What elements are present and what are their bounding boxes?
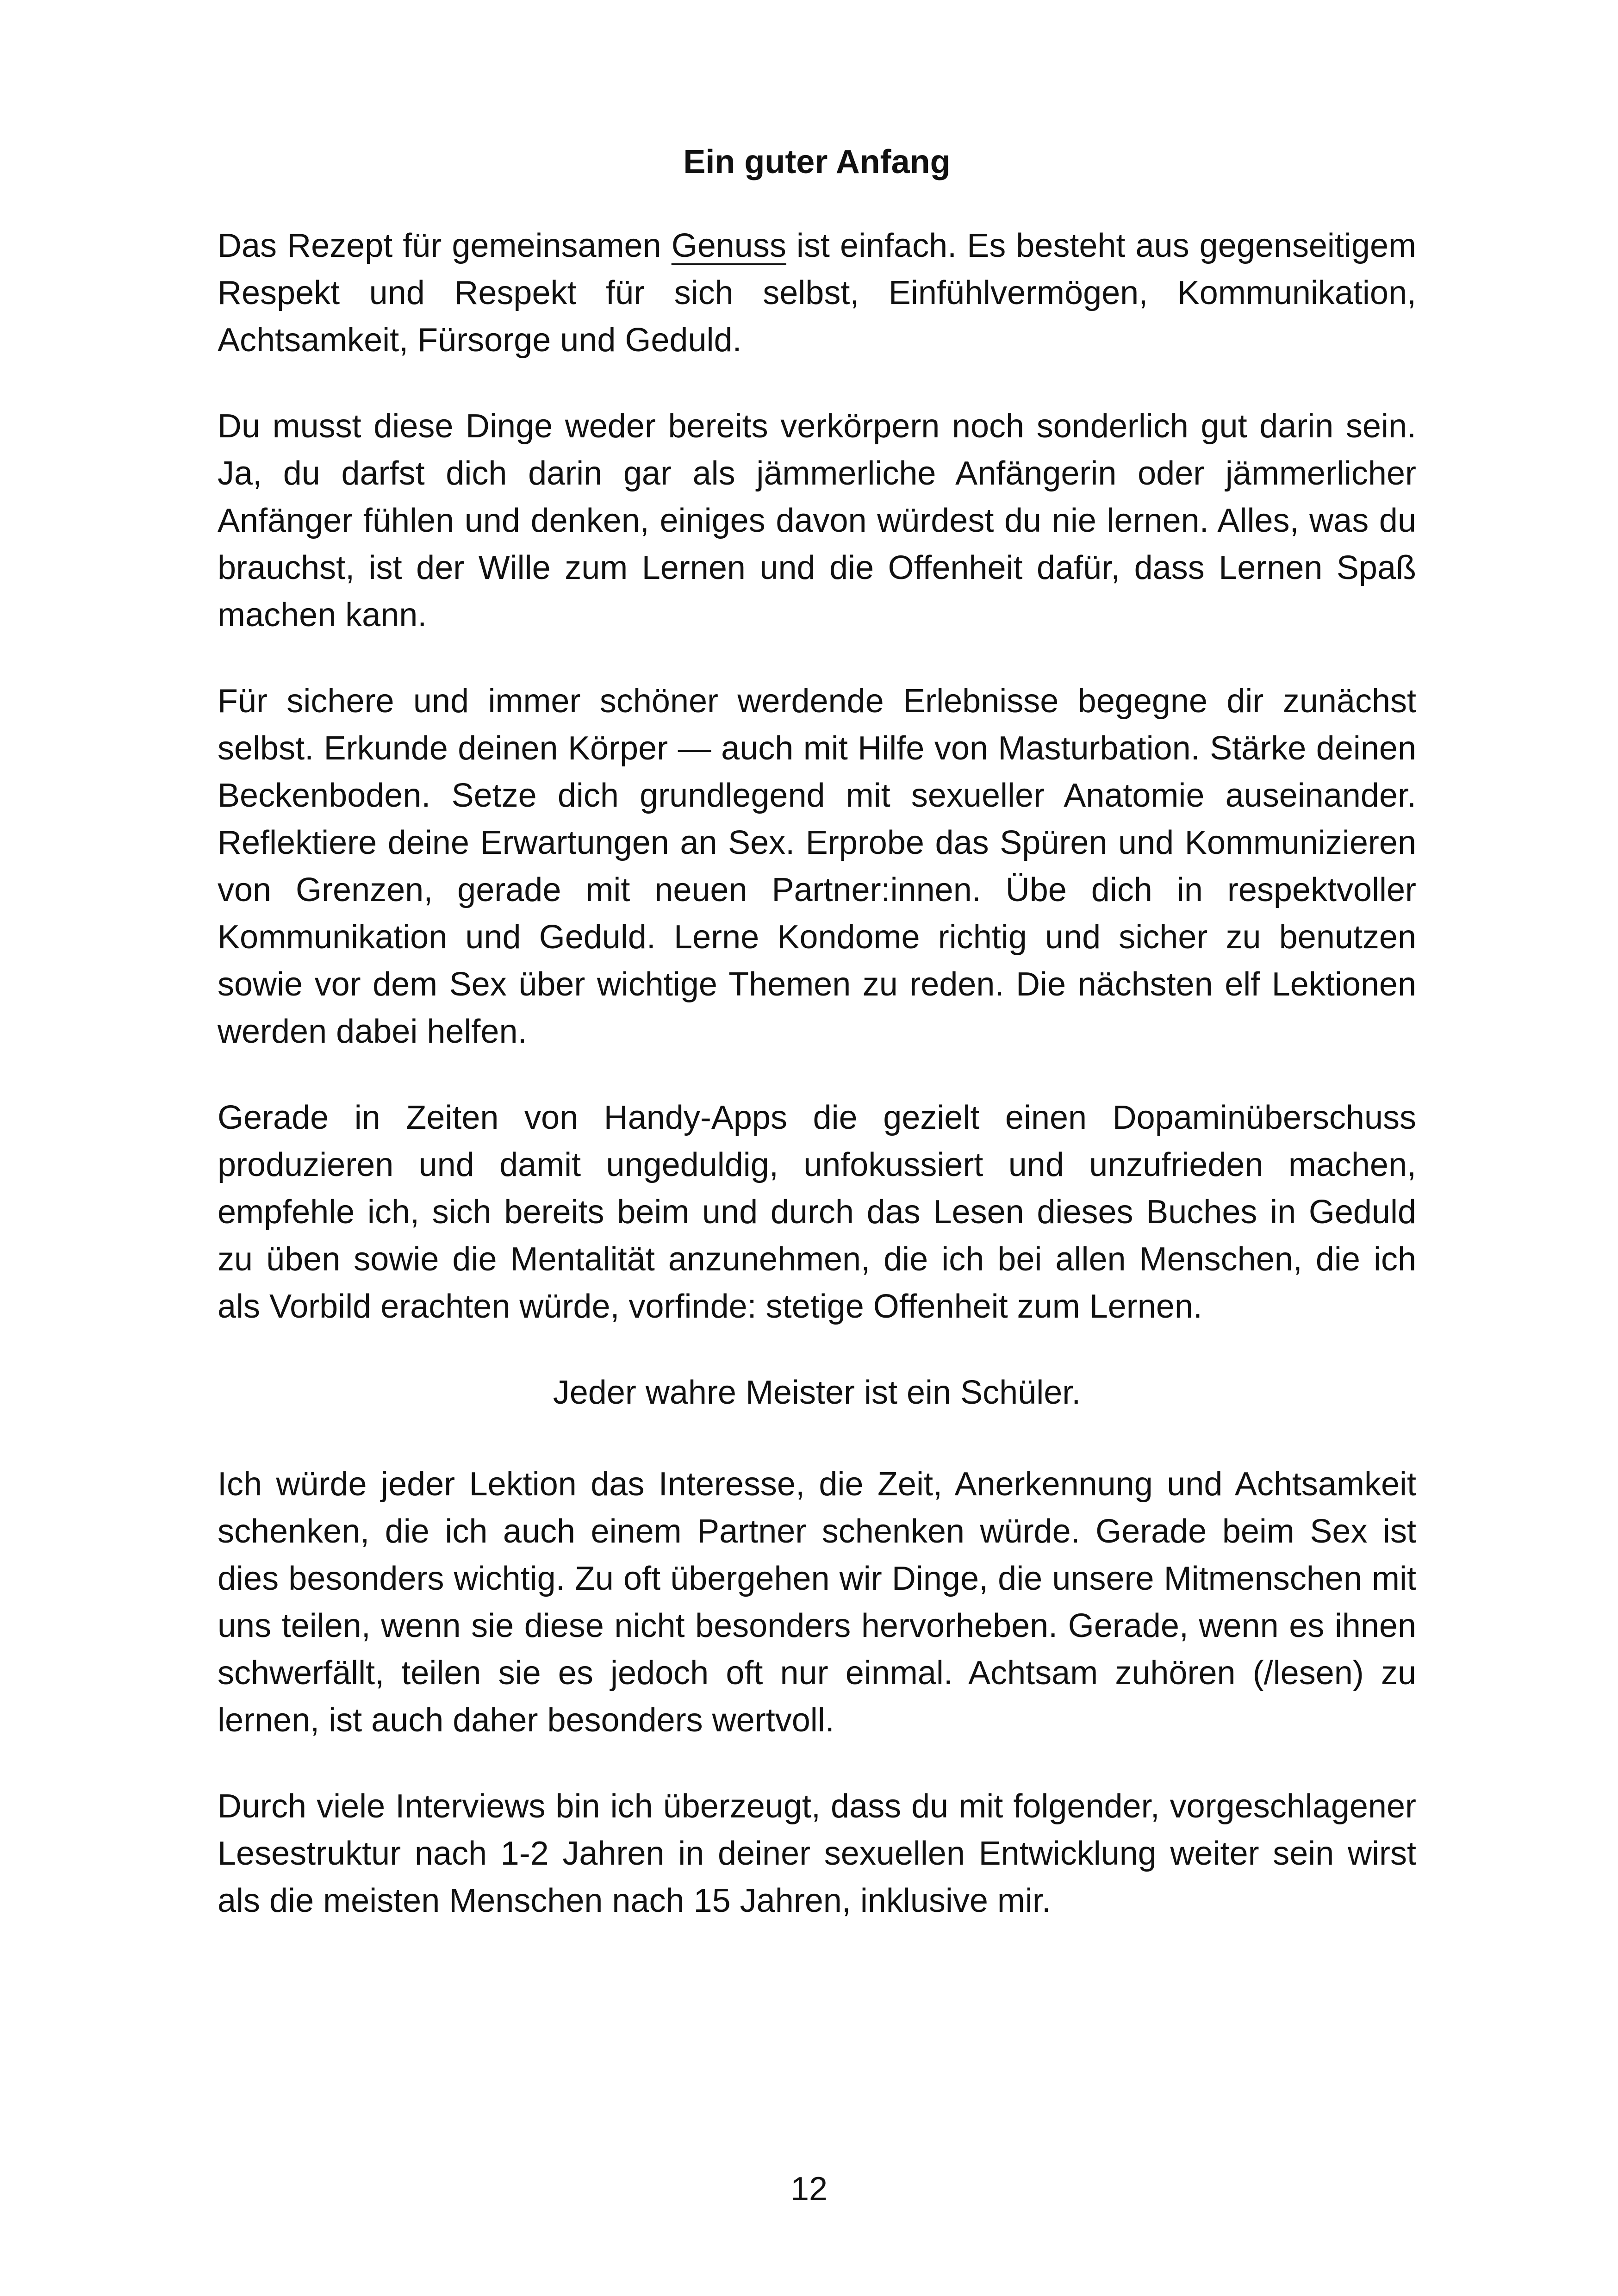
paragraph-6: Durch viele Interviews bin ich überzeugt, dass du mit folgender, vorgeschlagener Lesestruktur nach 1-2 Jahren in deiner sexuellen Entwicklung weiter sein wirst als die meisten Menschen nach 15 Jahren, inklusive mir. [218,1788,1416,1919]
paragraph-1-text-after: ist einfach. Es besteht aus gegenseitigem Respekt und Respekt für sich selbst, Einfühlvermögen, Kommunikation, Achtsamkeit, Fürsorge und Geduld. [218,227,1416,359]
page-content [218,139,1416,1963]
paragraph-5: Ich würde jeder Lektion das Interesse, die Zeit, Anerkennung und Achtsamkeit schenken, die ich auch einem Partner schenken würde. Gerade beim Sex ist dies besonders wichtig. Zu oft übergehen wir Dinge, die unsere Mitmenschen mit uns teilen, wenn sie diese nicht besonders hervorheben. Gerade, wenn es ihnen schwerfällt, teilen sie es jedoch oft nur einmal. Achtsam zuhören (/lesen) zu lernen, ist auch daher besonders wertvoll. [218,1466,1416,1739]
paragraph-1 [218,222,1416,364]
paragraph-3: Für sichere und immer schöner werdende Erlebnisse begegne dir zunächst selbst. Erkunde deinen Körper — auch mit Hilfe von Masturbation. Stärke deinen Beckenboden. Setze dich grundlegend mit sexueller Anatomie auseinander. Reflektiere deine Erwartungen an Sex. Erprobe das Spüren und Kommunizieren von Grenzen, gerade mit neuen Partner:innen. Übe dich in respektvoller Kommunikation und Geduld. Lerne Kondome richtig und sicher zu benutzen sowie vor dem Sex über wichtige Themen zu reden. Die nächsten elf Lektionen werden dabei helfen. [218,683,1416,1050]
quote-line: Jeder wahre Meister ist ein Schüler. [553,1374,1081,1411]
paragraph-4: Gerade in Zeiten von Handy-Apps die gezielt einen Dopaminüberschuss produzieren und damit ungeduldig, unfokussiert und unzufrieden machen, empfehle ich, sich bereits beim und durch das Lesen dieses Buches in Geduld zu üben sowie die Mentalität anzunehmen, die ich bei allen Menschen, die ich als Vorbild erachten würde, vorfinde: stetige Offenheit zum Lernen. [218,1099,1416,1325]
paragraph-1-text-before: Das Rezept für gemeinsamen [218,227,672,264]
page-number: 12 [790,2171,828,2208]
paragraph-2: Du musst diese Dinge weder bereits verkörpern noch sonderlich gut darin sein. Ja, du darfst dich darin gar als jämmerliche Anfängerin oder jämmerlicher Anfänger fühlen und denken, einiges davon würdest du nie lernen. Alles, was du brauchst, ist der Wille zum Lernen und die Offenheit dafür, dass Lernen Spaß machen kann. [218,408,1416,634]
genuss-link[interactable]: Genuss [671,227,786,264]
page-title: Ein guter Anfang [683,143,951,180]
